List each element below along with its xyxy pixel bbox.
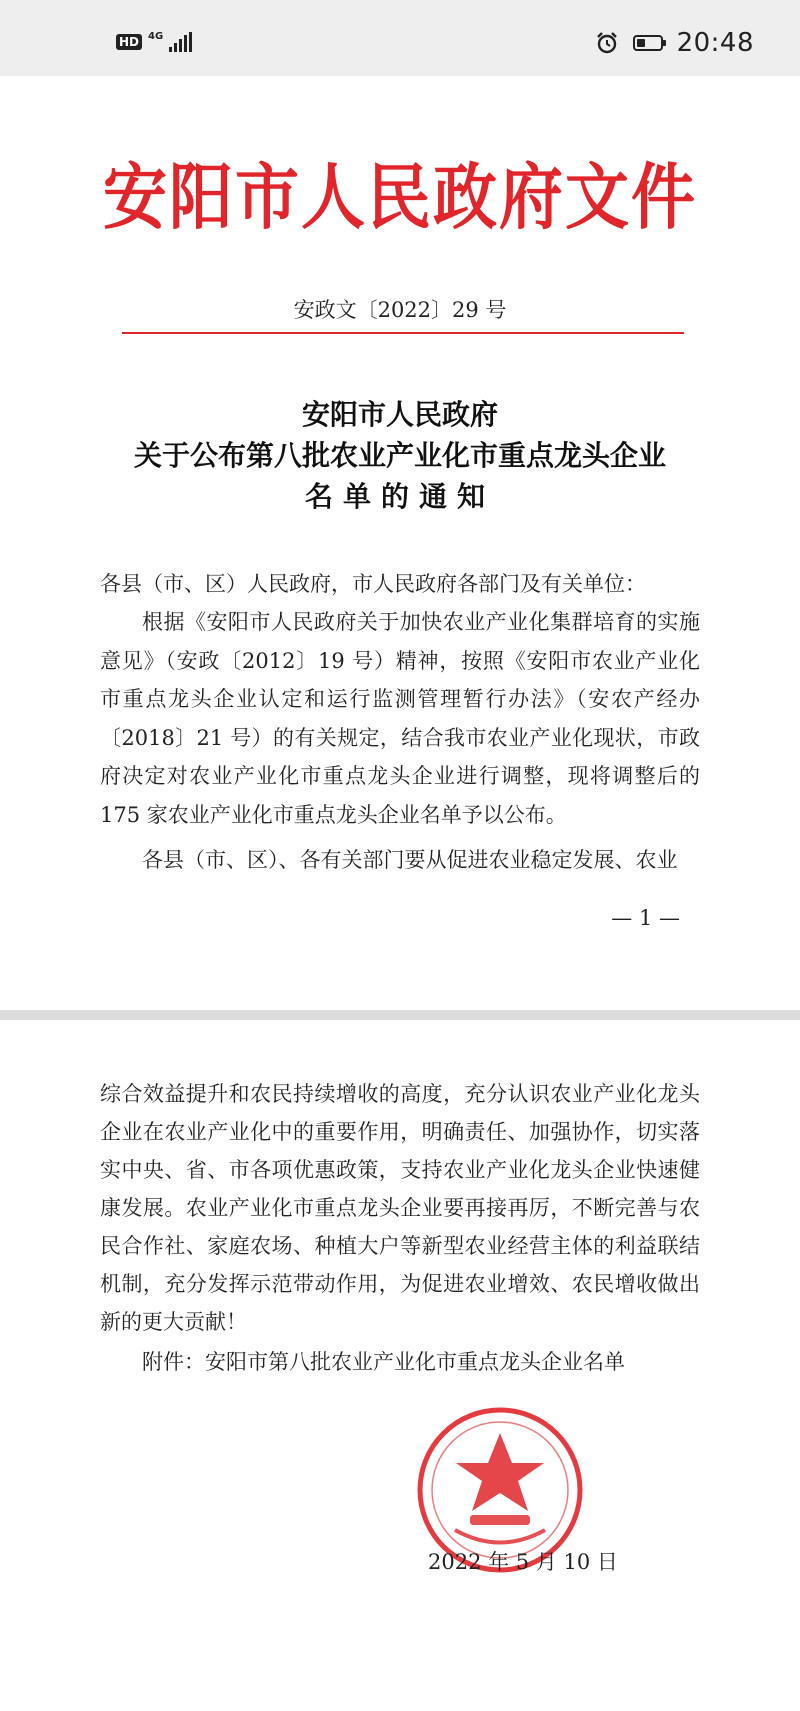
attachment-line: 附件：安阳市第八批农业产业化市重点龙头企业名单 — [142, 1350, 625, 1374]
title-line-1: 安阳市人民政府 — [301, 398, 498, 431]
status-bar — [0, 0, 800, 76]
battery-icon — [633, 35, 663, 51]
signal-icon — [169, 32, 192, 52]
status-left — [116, 32, 192, 52]
battery-fill — [637, 39, 645, 47]
paragraph-1: 根据《安阳市人民政府关于加快农业产业化集群培育的实施意见》（安政〔2012〕19 号）精神，按照《安阳市农业产业化市重点龙头企业认定和运行监测管理暂行办法》（安农产经办〔2018〕21 号）的有关规定，结合我市农业产业化现状，市政府决定对农业产业化市重点龙头企业进行调整，现将调整后的175 家农业产业化市重点龙头企业名单予以公布。 — [100, 610, 700, 827]
document-date: 2022 年 5 月 10 日 — [428, 1550, 618, 1574]
alarm-icon — [595, 31, 619, 55]
paragraph-continuation: 综合效益提升和农民持续增收的高度，充分认识农业产业化龙头企业在农业产业化中的重要作用，明确责任、加强协作，切实落实中央、省、市各项优惠政策，支持农业产业化龙头企业快速健康发展。农业产业化市重点龙头企业要再接再厉，不断完善与农民合作社、家庭农场、种植大户等新型农业经营主体的利益联结机制，充分发挥示范带动作用，为促进农业增效、农民增收做出新的更大贡献！ — [100, 1082, 700, 1334]
page-number: — 1 — — [611, 906, 680, 930]
document-header: 安阳市人民政府文件 — [103, 157, 697, 241]
clock: 20:48 — [676, 28, 754, 58]
document-title — [0, 394, 800, 517]
document-page-1[interactable] — [0, 76, 800, 1010]
network-type: 4G — [148, 30, 164, 42]
paragraph-2: 各县（市、区）、各有关部门要从促进农业稳定发展、农业 — [142, 848, 678, 872]
title-line-3: 名单的通知 — [304, 480, 495, 513]
document-number: 安政文〔2022〕29 号 — [293, 298, 507, 322]
salutation: 各县（市、区）人民政府，市人民政府各部门及有关单位： — [100, 572, 646, 596]
hd-badge: HD — [116, 34, 142, 50]
red-divider — [122, 332, 684, 334]
document-page-2[interactable] — [0, 1020, 800, 1711]
status-right — [595, 28, 754, 58]
title-line-2: 关于公布第八批农业产业化市重点龙头企业 — [133, 439, 666, 472]
